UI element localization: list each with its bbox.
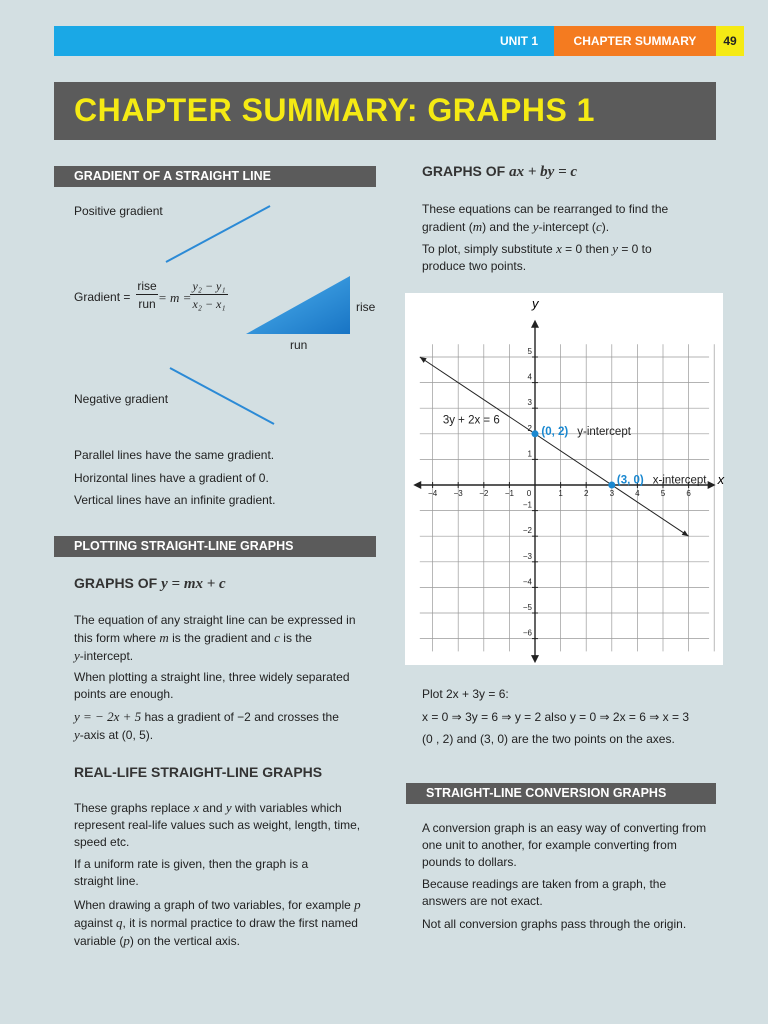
var-y: y [74, 727, 80, 742]
positive-gradient-line [160, 200, 280, 270]
text-run: with variables which represent real-life values such as weight, length, time, speed etc. [74, 801, 361, 849]
text-run: ) and the [482, 220, 533, 234]
x-tick-label: −1 [504, 489, 514, 498]
x-axis-arrow-left [413, 481, 421, 489]
plot-line-3: (0 , 2) and (3, 0) are the two points on the axes. [422, 732, 675, 746]
subheading-equation: y = mx + c [161, 576, 226, 592]
graph-ticks [428, 347, 691, 639]
text-run: ) on the vertical axis. [129, 934, 240, 948]
plotting-paragraph-3 [74, 708, 374, 744]
conversion-paragraph-1: A conversion graph is an easy way of converting from one unit to another, for example converting from pounds to dollars. [422, 821, 707, 869]
subheading-y-mx-c [74, 575, 226, 593]
section-heading-conversion: STRAIGHT-LINE CONVERSION GRAPHS [406, 783, 716, 804]
var-y: y [532, 219, 539, 234]
var-p: p [354, 897, 361, 912]
x-tick-label: 4 [635, 489, 640, 498]
series-arrow-end [682, 530, 689, 536]
x-axis-label: x [717, 472, 725, 487]
text-run: is the gradient and [168, 631, 275, 645]
page-number: 49 [716, 26, 744, 56]
triangle-run-label: run [290, 338, 308, 352]
intercept-point [608, 482, 615, 489]
text-run: = 0 then [561, 242, 613, 256]
y-tick-label: 5 [527, 347, 532, 356]
reallife-paragraph-2: If a uniform rate is given, then the graph is a straight line. [74, 857, 309, 888]
line-graph [405, 293, 723, 665]
text-run: ). [601, 220, 610, 234]
series-arrow-start [420, 357, 427, 363]
y-intercept-point-label: (0, 2) [541, 426, 569, 439]
series-line [420, 357, 689, 536]
conversion-paragraph-2: Because readings are taken from a graph, the answers are not exact. [422, 877, 667, 908]
text-run: To plot, simply substitute [422, 242, 557, 256]
unit-label: UNIT 1 [500, 34, 539, 48]
chapter-label: CHAPTER SUMMARY [554, 26, 716, 56]
formula-run: run [138, 297, 156, 311]
x-tick-label: 2 [583, 489, 589, 498]
negative-gradient-line [164, 362, 280, 428]
axby-paragraph-2 [422, 240, 672, 275]
var-m: m [472, 219, 483, 234]
text-run: -axis at (0, 5). [79, 728, 154, 742]
text-run: -intercept. [79, 649, 134, 663]
formula-equals-m: = m = [158, 290, 192, 305]
x-tick-label: 0 [526, 489, 532, 498]
fact-vertical: Vertical lines have an infinite gradient. [74, 493, 276, 507]
text-run: These equations can be rearranged to find the gradient ( [422, 202, 669, 234]
line-equation-label: 3y + 2x = 6 [442, 414, 500, 427]
graph-grid [420, 344, 714, 651]
rise-run-triangle [244, 274, 352, 336]
intercept-point [532, 430, 539, 437]
y-tick-label: −5 [522, 603, 532, 612]
var-y: y [612, 241, 618, 256]
x-tick-label: 5 [660, 489, 666, 498]
formula-denominator: x₂ − x₁ [192, 297, 226, 311]
x-intercept-text: x-intercept [652, 474, 707, 487]
header-bar [54, 26, 744, 56]
y-axis-arrow-down [531, 655, 539, 663]
reallife-paragraph-3 [74, 896, 376, 950]
var-x: x [556, 241, 562, 256]
text-run: -intercept ( [538, 220, 596, 234]
x-tick-label: 1 [558, 489, 563, 498]
text-run: is the [279, 631, 312, 645]
plotting-paragraph-2: When plotting a straight line, three widely separated points are enough. [74, 670, 350, 701]
page-title: CHAPTER SUMMARY: GRAPHS 1 [74, 92, 595, 128]
var-c: c [274, 630, 280, 645]
var-y: y [225, 800, 232, 815]
fact-parallel: Parallel lines have the same gradient. [74, 448, 275, 462]
text-run: and [199, 801, 226, 815]
text-run: = 0 to produce two points. [422, 242, 652, 273]
negative-gradient-label: Negative gradient [74, 392, 169, 406]
positive-gradient-label: Positive gradient [74, 204, 163, 218]
text-run: The equation of any straight line can be expressed in this form where [74, 613, 356, 645]
conversion-paragraph-3: Not all conversion graphs pass through the origin. [422, 917, 687, 931]
formula-rise: rise [137, 279, 157, 293]
subheading-prefix: GRAPHS OF [422, 163, 510, 179]
text-run: has a gradient of −2 and crosses the [141, 710, 339, 724]
y-axis-label: y [532, 296, 539, 311]
var-q: q [116, 915, 123, 930]
plotting-paragraph-1 [74, 612, 374, 665]
x-intercept-point-label: (3, 0) [616, 474, 644, 487]
y-tick-label: 3 [527, 398, 532, 408]
reallife-paragraph-1 [74, 799, 374, 851]
graph-series [420, 357, 689, 536]
text-run: against [74, 916, 117, 930]
subheading-prefix: GRAPHS OF [74, 575, 162, 591]
y-tick-label: 2 [527, 423, 532, 433]
y-tick-label: −3 [522, 551, 532, 561]
plot-line-1: Plot 2x + 3y = 6: [422, 687, 509, 701]
var-c: c [595, 219, 602, 234]
gradient-formula-label: Gradient = [74, 290, 131, 304]
fact-horizontal: Horizontal lines have a gradient of 0. [74, 471, 269, 485]
section-heading-plotting: PLOTTING STRAIGHT-LINE GRAPHS [54, 536, 376, 557]
var-p: p [123, 933, 130, 948]
var-m: m [159, 630, 169, 645]
y-tick-label: −1 [522, 500, 532, 510]
x-tick-label: −4 [428, 489, 438, 498]
y-tick-label: −6 [522, 628, 532, 638]
x-tick-label: 6 [686, 489, 691, 498]
subheading-equation: ax + by = c [509, 164, 578, 180]
x-tick-label: −2 [479, 489, 489, 498]
y-tick-label: −4 [522, 577, 532, 587]
title-bar [54, 82, 716, 140]
x-tick-label: 3 [609, 489, 615, 498]
text-run: , it is normal practice to draw the first named variable ( [74, 916, 358, 948]
y-tick-label: −2 [522, 526, 532, 536]
equation: y = − 2x + 5 [74, 709, 142, 724]
triangle-rise-label: rise [356, 300, 376, 314]
y-intercept-text: y-intercept [577, 426, 631, 439]
subheading-real-life: REAL-LIFE STRAIGHT-LINE GRAPHS [74, 764, 323, 780]
y-tick-label: 1 [527, 449, 532, 459]
x-tick-label: −3 [453, 489, 463, 498]
y-axis-arrow-up [531, 320, 539, 328]
plot-line-2: x = 0 ⇒ 3y = 6 ⇒ y = 2 also y = 0 ⇒ 2x = 6 ⇒ x = 3 [422, 710, 690, 724]
var-y: y [74, 648, 80, 663]
text-run: These graphs replace [74, 801, 194, 815]
section-heading-gradient: GRADIENT OF A STRAIGHT LINE [54, 166, 376, 187]
formula-numerator: y₂ − y₁ [190, 279, 228, 295]
var-x: x [193, 800, 200, 815]
y-tick-label: 4 [527, 372, 532, 382]
text-run: When drawing a graph of two variables, for example [74, 898, 355, 912]
subheading-ax-by-c [422, 163, 577, 181]
axby-paragraph-1 [422, 201, 712, 236]
